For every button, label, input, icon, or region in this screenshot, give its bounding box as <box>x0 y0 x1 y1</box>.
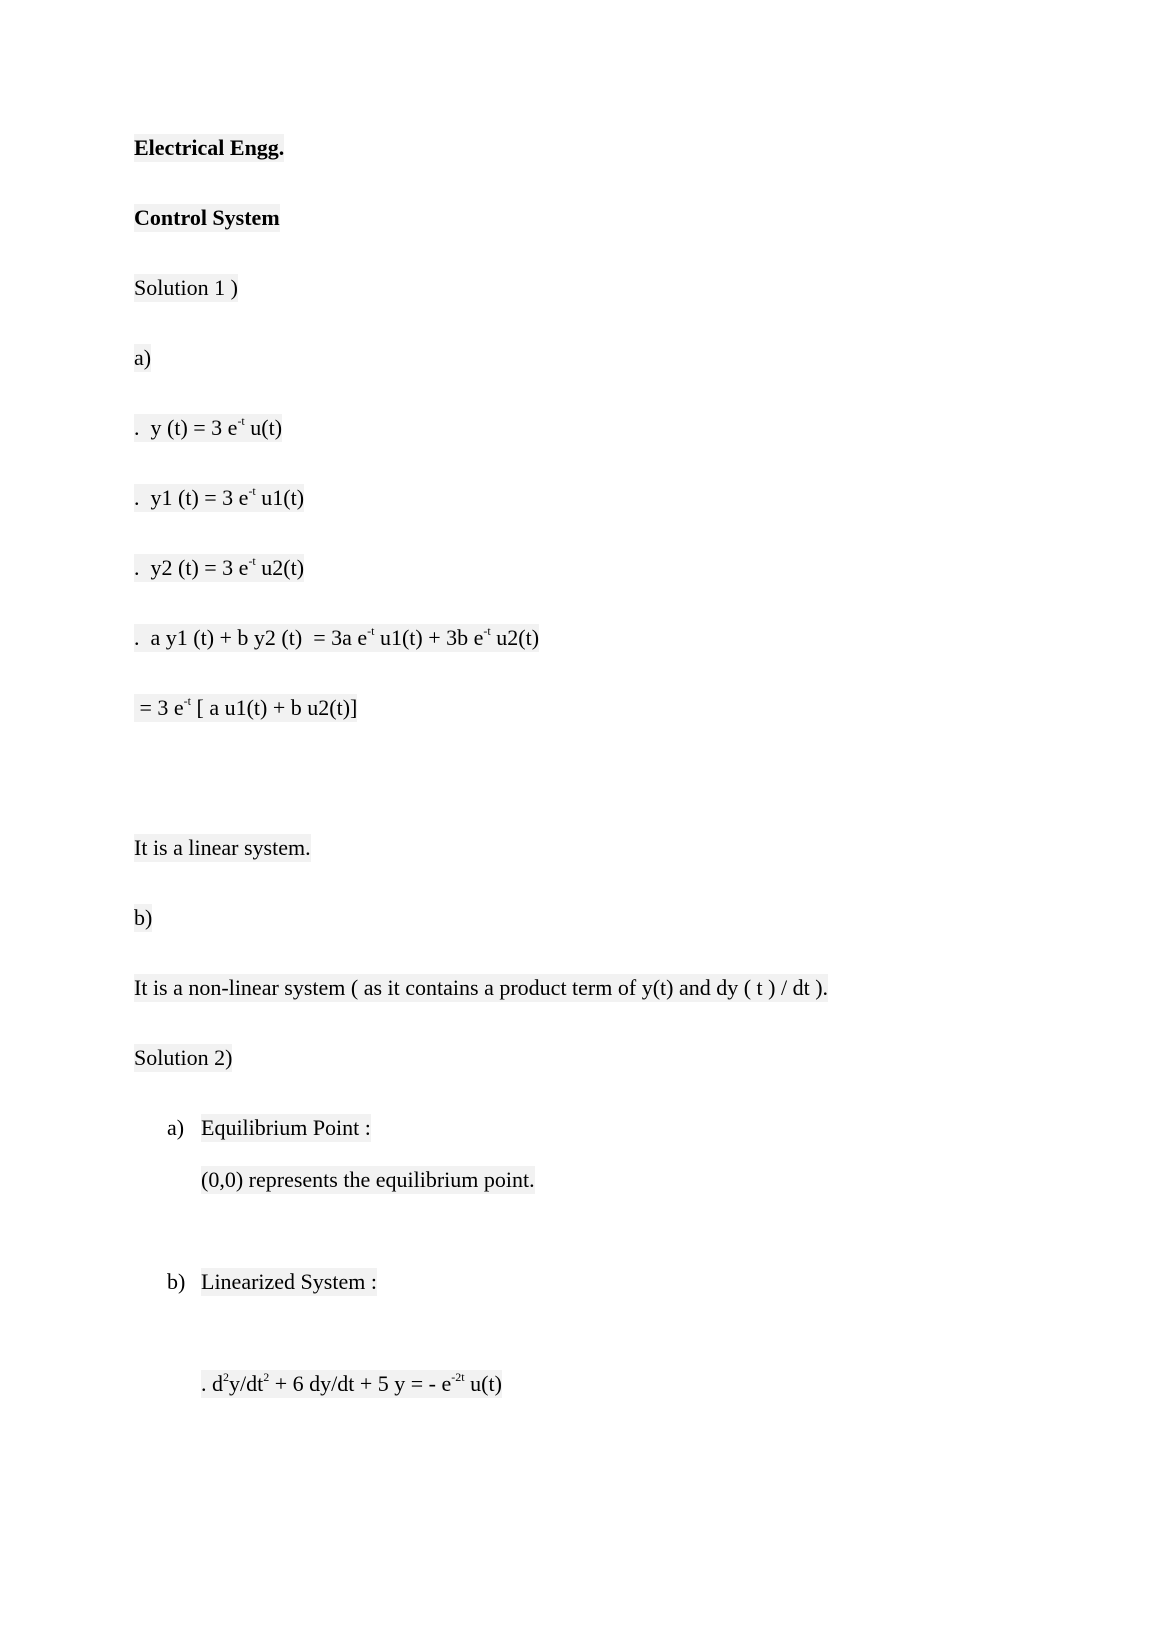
subject-heading: Electrical Engg. <box>134 135 285 160</box>
solution2-title: Solution 2) <box>134 1045 233 1070</box>
topic-heading: Control System <box>134 205 280 230</box>
part-b-label: b) <box>134 905 153 930</box>
conclusion-nonlinear: It is a non-linear system ( as it contains a product term of y(t) and dy ( t ) / dt ). <box>134 975 829 1000</box>
part-a-label: a) <box>134 345 152 370</box>
equation-y1: . y1 (t) = 3 $e^{-t}$ u1(t) <box>134 483 305 510</box>
conclusion-linear: It is a linear system. <box>134 835 311 860</box>
equilibrium-text: (0,0) represents the equilibrium point. <box>201 1167 535 1192</box>
equation-y: . y (t) = 3 $e^{-t}$ u(t) <box>134 413 283 440</box>
equation-y2: . y2 (t) = 3 $e^{-t}$ u2(t) <box>134 553 305 580</box>
list-marker-a: a) <box>167 1115 185 1140</box>
equation-superposition: . a y1 (t) + b y2 (t) = 3a $e^{-t}$ u1(t) + 3b $e^{-t}$ u2(t) <box>134 623 540 650</box>
linearized-equation: . $d^2y/dt^2 + 6$ dy/dt + 5 y = - $e^{-2t}$ u(t) <box>201 1369 502 1396</box>
solution1-title: Solution 1 ) <box>134 275 238 300</box>
equation-factored: = 3 $e^{-t}$ [ a u1(t) + b u2(t)] <box>134 693 358 720</box>
equilibrium-title: Equilibrium Point : <box>201 1115 371 1140</box>
list-marker-b: b) <box>167 1269 186 1294</box>
linearized-title: Linearized System : <box>201 1269 377 1294</box>
